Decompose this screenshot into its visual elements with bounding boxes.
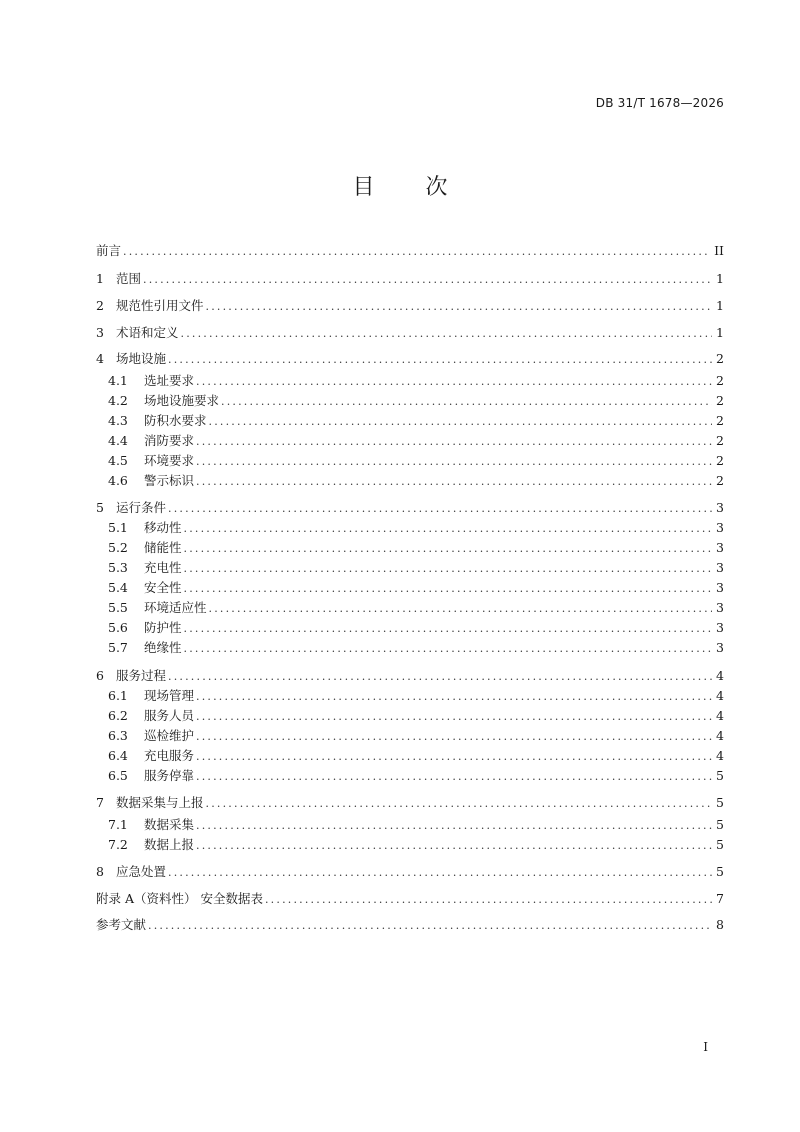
toc-entry[interactable] — [96, 519, 724, 537]
toc-entry-label: 储能性 — [144, 540, 182, 555]
toc-entry-label: 安全性 — [144, 580, 182, 595]
toc-entry[interactable] — [96, 707, 724, 725]
toc-leader-dots — [168, 351, 712, 369]
toc-entry-label: 运行条件 — [116, 500, 167, 515]
toc-leader-dots — [184, 540, 712, 558]
toc-entry-page: 2 — [716, 393, 724, 408]
toc-leader-dots — [196, 453, 712, 471]
toc-entry-page: II — [714, 243, 724, 258]
toc-leader-dots — [265, 891, 712, 909]
toc-entry[interactable] — [96, 619, 724, 637]
toc-entry-number: 6.2 — [108, 708, 128, 723]
toc-entry-page: 5 — [716, 795, 724, 810]
toc-entry-label: 场地设施 — [116, 351, 167, 366]
toc-entry-label: 服务人员 — [144, 708, 195, 723]
toc-entry-page: 3 — [716, 640, 724, 655]
toc-leader-dots — [168, 500, 712, 518]
toc-entry-page: 3 — [716, 520, 724, 535]
toc-leader-dots — [184, 640, 712, 658]
toc-entry-label: 选址要求 — [144, 373, 195, 388]
toc-entry-label: 数据采集与上报 — [116, 795, 204, 810]
toc-leader-dots — [184, 580, 712, 598]
toc-leader-dots — [209, 600, 712, 618]
toc-entry-page: 1 — [716, 271, 724, 286]
toc-leader-dots — [196, 688, 712, 706]
toc-entry-label: 前言 — [96, 243, 122, 258]
toc-entry-page: 2 — [716, 473, 724, 488]
toc-entry-number: 2 — [96, 298, 104, 313]
toc-leader-dots — [206, 298, 712, 316]
toc-entry-number: 7.1 — [108, 817, 128, 832]
toc-entry-page: 1 — [716, 298, 724, 313]
toc-entry[interactable] — [96, 324, 724, 342]
toc-leader-dots — [123, 243, 710, 261]
toc-entry[interactable] — [96, 432, 724, 450]
toc-entry-page: 4 — [716, 728, 724, 743]
toc-entry-label: 应急处置 — [116, 864, 167, 879]
toc-entry-page: 2 — [716, 413, 724, 428]
toc-entry-page: 5 — [716, 817, 724, 832]
toc-entry-page: 3 — [716, 600, 724, 615]
toc-leader-dots — [196, 433, 712, 451]
toc-entry[interactable] — [96, 472, 724, 490]
toc-entry-page: 8 — [716, 917, 724, 932]
toc-leader-dots — [206, 795, 712, 813]
toc-entry-number: 1 — [96, 271, 104, 286]
toc-entry-label: 环境要求 — [144, 453, 195, 468]
toc-entry-number: 5 — [96, 500, 104, 515]
toc-leader-dots — [196, 373, 712, 391]
toc-entry-number: 5.4 — [108, 580, 128, 595]
toc-entry-page: 4 — [716, 688, 724, 703]
toc-entry-page: 3 — [716, 560, 724, 575]
toc-entry-number: 8 — [96, 864, 104, 879]
toc-entry-page: 7 — [716, 891, 724, 906]
toc-entry-label: 数据上报 — [144, 837, 195, 852]
toc-entry-number: 5.5 — [108, 600, 128, 615]
toc-leader-dots — [209, 413, 712, 431]
toc-leader-dots — [148, 917, 712, 935]
toc-entry-number: 4.2 — [108, 393, 128, 408]
toc-entry-label: 现场管理 — [144, 688, 195, 703]
toc-entry-number: 5.2 — [108, 540, 128, 555]
toc-entry[interactable] — [96, 242, 724, 260]
toc-entry-number: 4.3 — [108, 413, 128, 428]
toc-entry[interactable] — [96, 747, 724, 765]
toc-entry[interactable] — [96, 687, 724, 705]
toc-entry-number: 4 — [96, 351, 104, 366]
toc-leader-dots — [196, 728, 712, 746]
toc-entry-label: 服务停靠 — [144, 768, 195, 783]
toc-entry-page: 2 — [716, 351, 724, 366]
toc-entry-number: 6.5 — [108, 768, 128, 783]
toc-entry-label: 数据采集 — [144, 817, 195, 832]
toc-entry-label: 绝缘性 — [144, 640, 182, 655]
toc-entry-label: 消防要求 — [144, 433, 195, 448]
toc-entry[interactable] — [96, 412, 724, 430]
toc-entry-page: 2 — [716, 373, 724, 388]
toc-entry-number: 4.6 — [108, 473, 128, 488]
toc-entry-label: 范围 — [116, 271, 142, 286]
toc-entry[interactable] — [96, 916, 724, 934]
toc-entry-number: 6 — [96, 668, 104, 683]
toc-leader-dots — [184, 520, 712, 538]
toc-entry-label: 充电性 — [144, 560, 182, 575]
toc-entry-label: 附录 A（资料性） 安全数据表 — [96, 891, 263, 906]
toc-leader-dots — [196, 817, 712, 835]
toc-entry-label: 充电服务 — [144, 748, 195, 763]
toc-entry-number: 4.4 — [108, 433, 128, 448]
toc-entry-label: 规范性引用文件 — [116, 298, 204, 313]
toc-entry-page: 2 — [716, 433, 724, 448]
toc-entry-label: 移动性 — [144, 520, 182, 535]
toc-leader-dots — [184, 620, 712, 638]
document-code: DB 31/T 1678—2026 — [595, 96, 724, 110]
toc-entry[interactable] — [96, 499, 724, 517]
toc-leader-dots — [184, 560, 712, 578]
toc-entry-page: 3 — [716, 540, 724, 555]
toc-leader-dots — [196, 837, 712, 855]
toc-entry[interactable] — [96, 297, 724, 315]
toc-entry-page: 2 — [716, 453, 724, 468]
toc-entry-page: 4 — [716, 708, 724, 723]
toc-entry-number: 6.3 — [108, 728, 128, 743]
toc-leader-dots — [168, 668, 712, 686]
toc-entry-page: 5 — [716, 837, 724, 852]
toc-entry[interactable] — [96, 816, 724, 834]
toc-entry-label: 防积水要求 — [144, 413, 207, 428]
toc-entry[interactable] — [96, 392, 724, 410]
toc-entry[interactable] — [96, 727, 724, 745]
toc-entry[interactable] — [96, 667, 724, 685]
toc-entry[interactable] — [96, 794, 724, 812]
toc-entry-page: 3 — [716, 620, 724, 635]
toc-leader-dots — [196, 473, 712, 491]
toc-entry-number: 6.4 — [108, 748, 128, 763]
toc-leader-dots — [168, 864, 712, 882]
toc-entry[interactable] — [96, 350, 724, 368]
toc-entry[interactable] — [96, 639, 724, 657]
toc-entry-label: 服务过程 — [116, 668, 167, 683]
toc-leader-dots — [196, 748, 712, 766]
page-number: I — [703, 1040, 708, 1054]
toc-leader-dots — [181, 325, 712, 343]
toc-leader-dots — [221, 393, 712, 411]
toc-entry[interactable] — [96, 559, 724, 577]
toc-entry[interactable] — [96, 452, 724, 470]
toc-entry-label: 场地设施要求 — [144, 393, 220, 408]
toc-entry[interactable] — [96, 836, 724, 854]
toc-entry-page: 3 — [716, 500, 724, 515]
toc-entry-number: 3 — [96, 325, 104, 340]
toc-entry-label: 参考文献 — [96, 917, 147, 932]
toc-entry-page: 3 — [716, 580, 724, 595]
toc-entry-number: 7.2 — [108, 837, 128, 852]
toc-entry-number: 5.1 — [108, 520, 128, 535]
toc-entry[interactable] — [96, 539, 724, 557]
toc-entry-number: 5.7 — [108, 640, 128, 655]
toc-entry-page: 4 — [716, 668, 724, 683]
toc-entry-label: 警示标识 — [144, 473, 195, 488]
toc-entry[interactable] — [96, 270, 724, 288]
toc-entry[interactable] — [96, 579, 724, 597]
toc-entry-label: 防护性 — [144, 620, 182, 635]
toc-title: 目 次 — [352, 175, 448, 200]
toc-entry[interactable] — [96, 890, 724, 908]
toc-entry-page: 4 — [716, 748, 724, 763]
toc-entry[interactable] — [96, 372, 724, 390]
toc-entry-page: 5 — [716, 768, 724, 783]
toc-leader-dots — [196, 708, 712, 726]
toc-leader-dots — [196, 768, 712, 786]
toc-entry-number: 7 — [96, 795, 104, 810]
toc-leader-dots — [143, 271, 712, 289]
toc-entry[interactable] — [96, 767, 724, 785]
toc-entry-label: 术语和定义 — [116, 325, 179, 340]
toc-entry-page: 1 — [716, 325, 724, 340]
toc-entry-number: 5.3 — [108, 560, 128, 575]
toc-entry-number: 4.1 — [108, 373, 128, 388]
toc-entry-page: 5 — [716, 864, 724, 879]
toc-entry-number: 5.6 — [108, 620, 128, 635]
toc-entry-number: 4.5 — [108, 453, 128, 468]
toc-entry-number: 6.1 — [108, 688, 128, 703]
toc-entry-label: 巡检维护 — [144, 728, 195, 743]
toc-entry[interactable] — [96, 599, 724, 617]
toc-entry[interactable] — [96, 863, 724, 881]
toc-entry-label: 环境适应性 — [144, 600, 207, 615]
